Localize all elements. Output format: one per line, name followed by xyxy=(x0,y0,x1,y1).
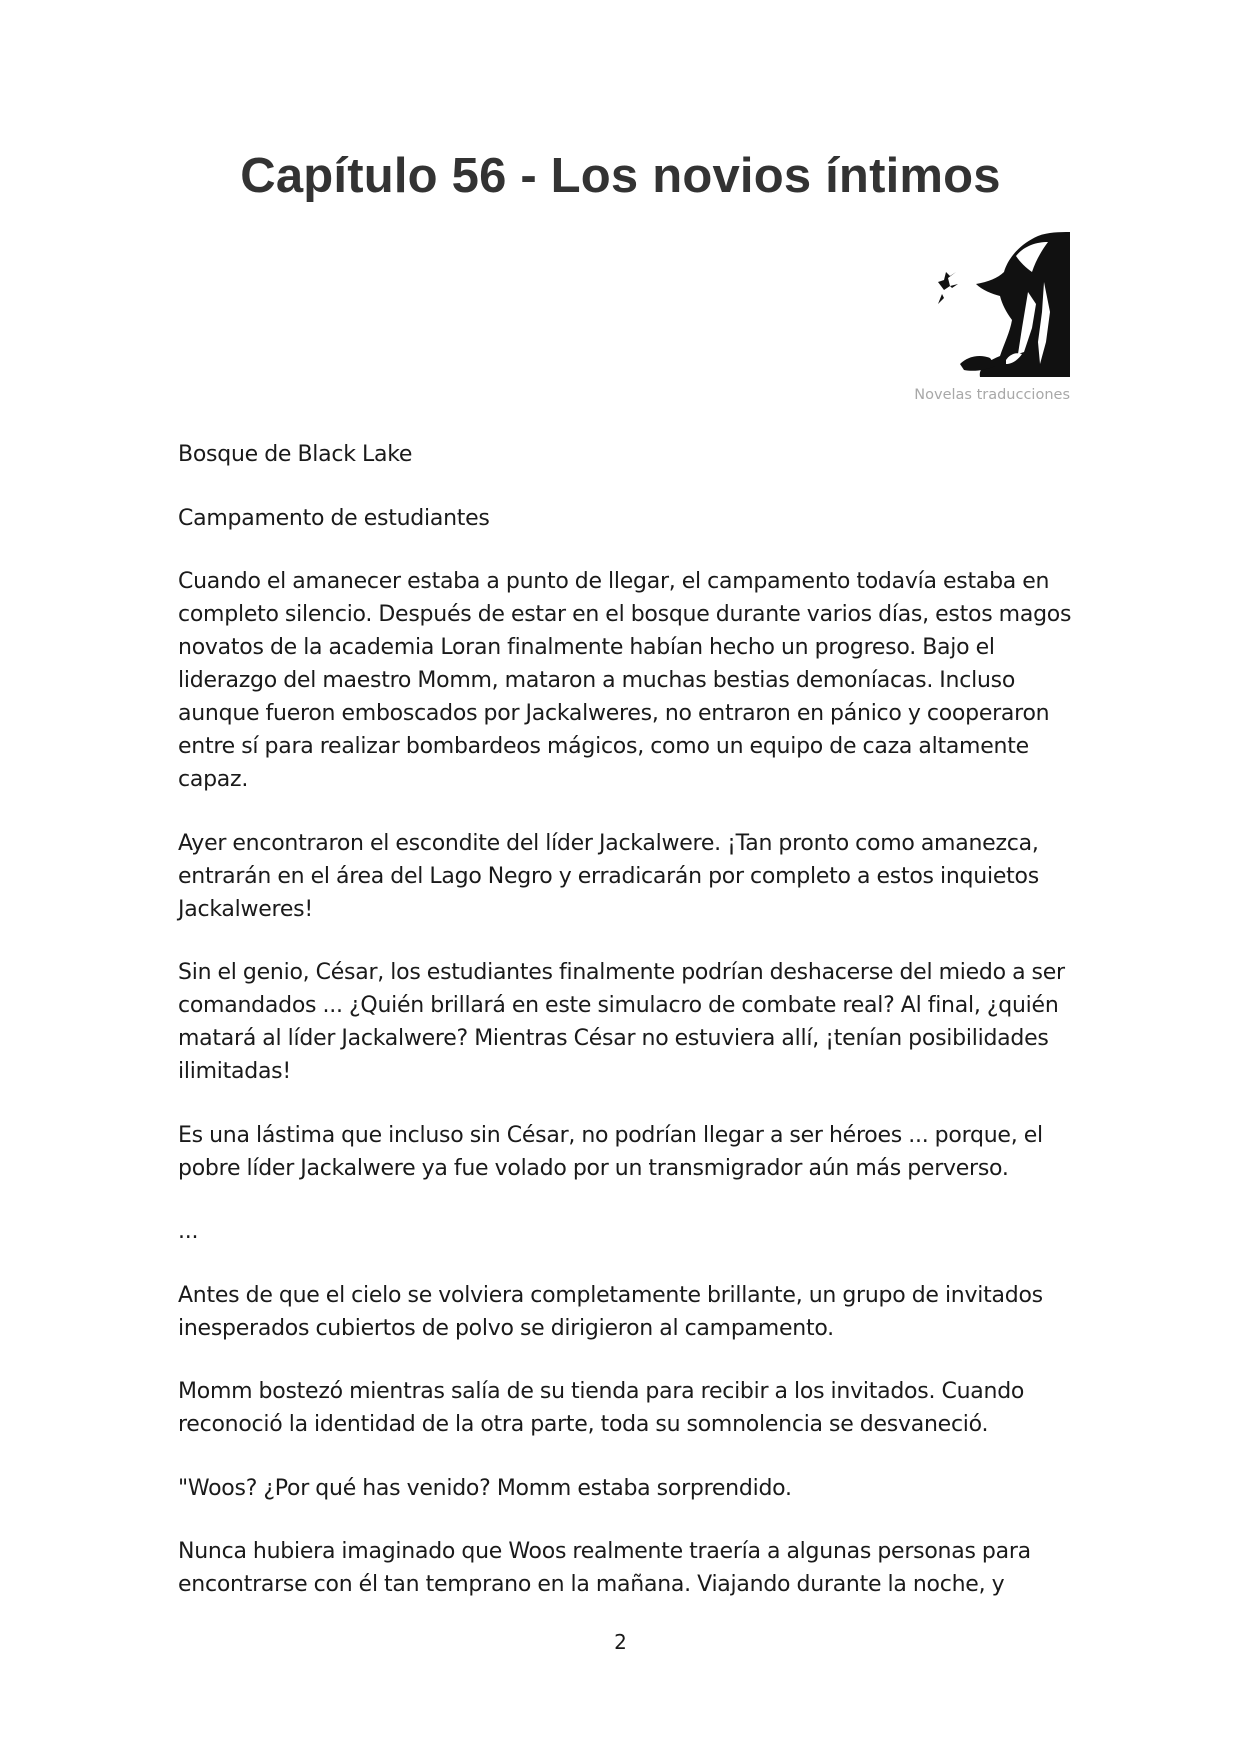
paragraph: Sin el genio, César, los estudiantes finalmente podrían deshacerse del miedo a ser comandados ... ¿Quién brillará en este simulacro de combate real? Al final, ¿quién matará al líder Jackalwere? Mientras César no estuviera allí, ¡tenían posibilidades ilimitadas! xyxy=(178,960,1065,1084)
page-number: 2 xyxy=(614,1630,627,1654)
logo-caption: Novelas traducciones xyxy=(914,387,1070,403)
paragraph: Es una lástima que incluso sin César, no podrían llegar a ser héroes ... porque, el pobre líder Jackalwere ya fue volado por un transmigrador aún más perverso. xyxy=(178,1122,1043,1181)
section-break: ... xyxy=(178,1219,199,1244)
paragraph: Campamento de estudiantes xyxy=(178,505,490,531)
chapter-body xyxy=(178,438,1082,1632)
paragraph: Antes de que el cielo se volviera completamente brillante, un grupo de invitados inesperados cubiertos de polvo se dirigieron al campamento. xyxy=(178,1282,1043,1341)
paragraph: Bosque de Black Lake xyxy=(178,442,413,467)
paragraph: "Woos? ¿Por qué has venido? Momm estaba sorprendido. xyxy=(178,1475,792,1501)
paragraph: Ayer encontraron el escondite del líder Jackalwere. ¡Tan pronto como amanezca, entrarán en el área del Lago Negro y erradicarán por completo a estos inquietos Jackalweres! xyxy=(178,830,1039,922)
paragraph: Nunca hubiera imaginado que Woos realmente traería a algunas personas para encontrarse con él tan temprano en la mañana. Viajando durante la noche, y xyxy=(178,1539,1031,1597)
paragraph: Momm bostezó mientras salía de su tienda para recibir a los invitados. Cuando reconoció la identidad de la otra parte, toda su somnolencia se desvaneció. xyxy=(178,1379,1025,1437)
chapter-title: Capítulo 56 - Los novios íntimos xyxy=(240,149,1001,203)
publisher-logo xyxy=(910,232,1070,407)
paragraph: Cuando el amanecer estaba a punto de llegar, el campamento todavía estaba en completo silencio. Después de estar en el bosque durante varios días, estos magos novatos de la academia Loran finalmente habían hecho un progreso. Bajo el liderazgo del maestro Momm, mataron a muchas bestias demoníacas. Incluso aunque fueron emboscados por Jackalweres, no entraron en pánico y cooperaron entre sí para realizar bombardeos mágicos, como un equipo de caza altamente capaz. xyxy=(178,569,1072,792)
hooded-figure-icon xyxy=(920,232,1070,387)
